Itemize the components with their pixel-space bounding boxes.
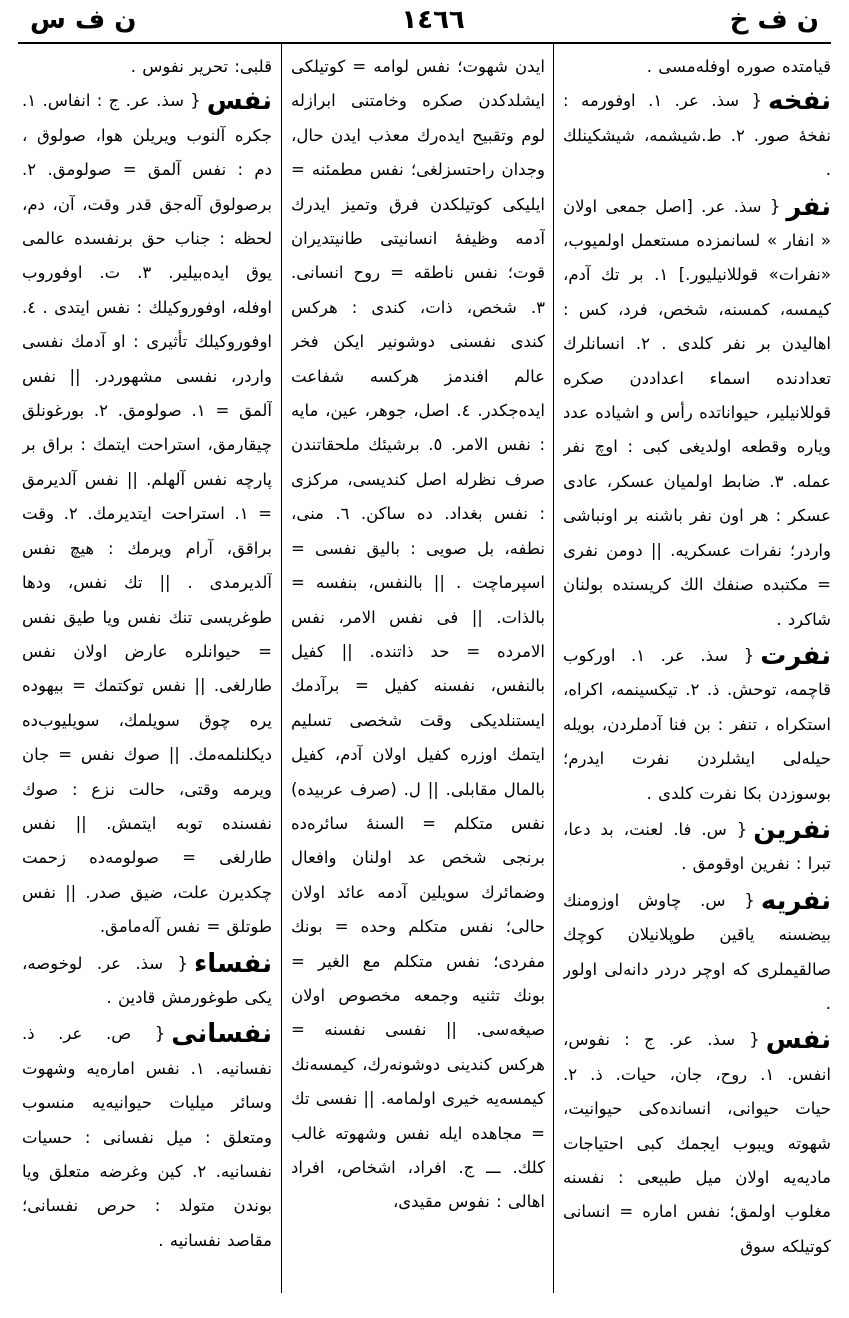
entry-definition: { سذ. عر. لوخوصه، یکی طوغورمش قادین . [22, 953, 272, 1007]
column-left [22, 50, 272, 1290]
dictionary-entry [22, 947, 272, 1016]
column-divider-right [553, 44, 554, 1293]
entry-headword: نفساء [194, 948, 272, 979]
dictionary-entry [563, 84, 831, 187]
dictionary-entry [563, 884, 831, 1022]
entry-definition: { س. چاوش اوزومنك بیضسنه یاقین طوپلانیلان کوچك صالقیملری که اوچر دردر دانه‌لی اولور . [563, 890, 831, 1013]
entry-definition: { سذ. عر. [اصل جمعی اولان « انفار » لسانمزده مستعمل اولمیوب، «نفرات» قوللانیلیور.] ١. بر تك آدم، کیمسه، کمسنه، شخص، فرد، کس : اهالیدن بر نفر کلدی . ٢. انسانلرك تعدادنده اسماء اعداددن صکره قوللانیلیر، حیواناتده رأس و اشیاده عدد ویاره وقطعه اولدیغی کبی : اوچ نفر عمله. ٣. ضابط اولمیان عسکر، عادی عسکر : هر اون نفر باشنه بر اونباشی واردر؛ نفرات عسکریه. || دومن نفری = مکتبده صنفك الك کریسنده بولنان شاکرد . [563, 196, 831, 629]
header-left-word: ن ف س [30, 5, 137, 35]
entry-headword: نفرت [760, 640, 831, 671]
page-number: ١٤٦٦ [401, 5, 465, 35]
column-middle [291, 50, 545, 1290]
entry-definition: { س. فا. لعنت، بد دعا، تبرا : نفرین اوقومق . [563, 819, 831, 874]
column-right [563, 50, 831, 1290]
entry-definition: { سذ. عر. ج : انفاس. ١. جکره آلنوب ویریلن هوا، صولوق ، دم : نفس آلمق = صولومق. ٢. برصولوق آله‌جق قدر وقت، آن، دم، لحظه : جناب حق برنفسده عالمی یوق ایده‌بیلیر. ٣. ت. اوفوروب اوفله، اوفوروکیلك : نفس ایتدی . ٤. اوفوروکیلك تأثیری : او آدمك نفسی واردر، نفسی مشهوردر. || نفس آلمق = ١. صولومق. ٢. بورغونلق چیقارمق، استراحت ایتمك : براق بر پارچه نفس آلهلم. || نفس آلدیرمق = ١. استراحت ایتدیرمك. ٢. وقت براقق، آرام ویرمك : هیچ نفس آلدیرمدی . || تك نفس، ودها طوغریسی تنك نفس ویا طیق نفس = حیوانلره عارض اولان نفس طارلغی. || نفس توکتمك = بیهوده یره چوق سویلمك، سویلیوب‌ده دیکلنلمه‌مك. || صوك نفس = جان ویرمه وقتی، حالت نزع : صوك نفسنده توبه ایتمش. || نفس طارلغی = صولومه‌ده زحمت چکدیرن علت، ضیق صدر. || نفس طوتلق = نفس آله‌مامق. [22, 91, 272, 937]
entry-continuation: قیامتده صوره اوفله‌مسی . [646, 57, 831, 76]
entry-headword: نفرین [753, 814, 831, 845]
entry-headword: نفر [786, 191, 831, 222]
dictionary-entry [563, 190, 831, 637]
entry-definition: { ص. عر. ذ. نفسانیه. ١. نفس اماره‌یه وشهوت وسائر میلیات حیوانیه‌یه منسوب ومتعلق : میل نفسانی : حسیات نفسانیه. ٢. کین وغرضه متعلق ویا بوندن متولد : حرص نفسانی؛ مقاصد نفسانیه . [22, 1024, 272, 1250]
entry-continuation: قلبی: تحریر نفوس . [130, 57, 272, 76]
entry-headword: نفس [206, 86, 272, 117]
header-rule [18, 42, 831, 44]
entry-definition: { سذ. عر. ١. اوفورمه : نفخهٔ صور. ٢. ط.شیشمه، شیشکینلك . [563, 91, 831, 180]
header-right-word: ن ف خ [729, 5, 819, 35]
dictionary-entry [563, 639, 831, 811]
dictionary-entry [563, 1023, 831, 1264]
dictionary-entry [22, 1017, 272, 1258]
dictionary-entry [22, 84, 272, 944]
entry-headword: نفریه [760, 885, 831, 916]
entry-headword: نفسانی [171, 1019, 272, 1050]
entry-continuation: ایدن شهوت؛ نفس لوامه = کوتیلکی ایشلدکدن صکره وخامتنی ابرازله لوم وتقبیح ایده‌رك معذب ایدن حال، وجدان راحتسزلغی؛ نفس مطمئنه = ایلیکی کوتیلکدن فرق وتمیز ایدرك آدمه وظیفهٔ انسانیتی طانیتدیران قوت؛ نفس ناطقه = روح انسانی. ٣. شخص، ذات، کندی : هرکس کندی نفسنی دوشونیر ایکن فخر عالم افندمز هرکسه شفاعت ایده‌جکدر. ٤. اصل، جوهر، عین، مایه : نفس الامر. ٥. برشیئك ملحقاتندن صرف نظرله اصل کندیسی، مرکزی : نفس بغداد. ده ساکن. ٦. منی، نطفه، بل صویی : بالیق نفسی = اسپرماچت . || بالنفس، بنفسه = بالذات. || فی نفس الامر، نفس الامرده = حد ذاتنده. || کفیل بالنفس، نفسنه کفیل = برآدمك ایستنلدیکی وقت شخصی تسلیم ایتمك اوزره کفیل اولان آدم، کفیل بالمال مقابلی. || ل. (صرف عربیده) نفس متکلم = السنهٔ سائره‌ده برنجی شخص عد اولنان وافعال وضمائرك سویلین آدمه عائد اولان حالی؛ نفس متکلم وحده = بونك مفردی؛ نفس متکلم مع الغیر = بونك تثنیه وجمعه مخصوص اولان صیغه‌سی. || نفسی نفسنه = هرکس کندینی دوشونه‌رك، کیمسه‌نك کیمسه‌یه خیری اولمامه. || نفسی تك = مجاهده ایله نفس وشهوته غالب کلك. ـــ ج. افراد، اشخاص، افراد اهالی : نفوس مقیدی، [291, 57, 545, 1212]
entry-definition: { سذ. عر. ج : نفوس، انفس. ١. روح، جان، حیات. ذ. ٢. حیات حیوانی، انسانده‌کی حیوانیت، شهوته ویبوب ایجمك کبی احتیاجات مادیه‌یه اولان میل طبیعی : نفسنه مغلوب اولمق؛ نفس اماره = انسانی کوتیلکه سوق [563, 1030, 831, 1256]
entry-definition: { سذ. عر. ١. اورکوب قاچمه، توحش. ذ. ٢. تیکسینمه، اکراه، استکراه ، تنفر : بن فنا آدملردن، بویله حیله‌لی ایشلردن نفرت ایدرم؛ بوسوزدن بکا نفرت کلدی . [563, 645, 831, 803]
dictionary-entry [563, 813, 831, 882]
column-divider-left [281, 44, 282, 1293]
entry-headword: نفخه [768, 86, 831, 117]
page-header [30, 0, 819, 40]
entry-headword: نفس [765, 1025, 831, 1056]
